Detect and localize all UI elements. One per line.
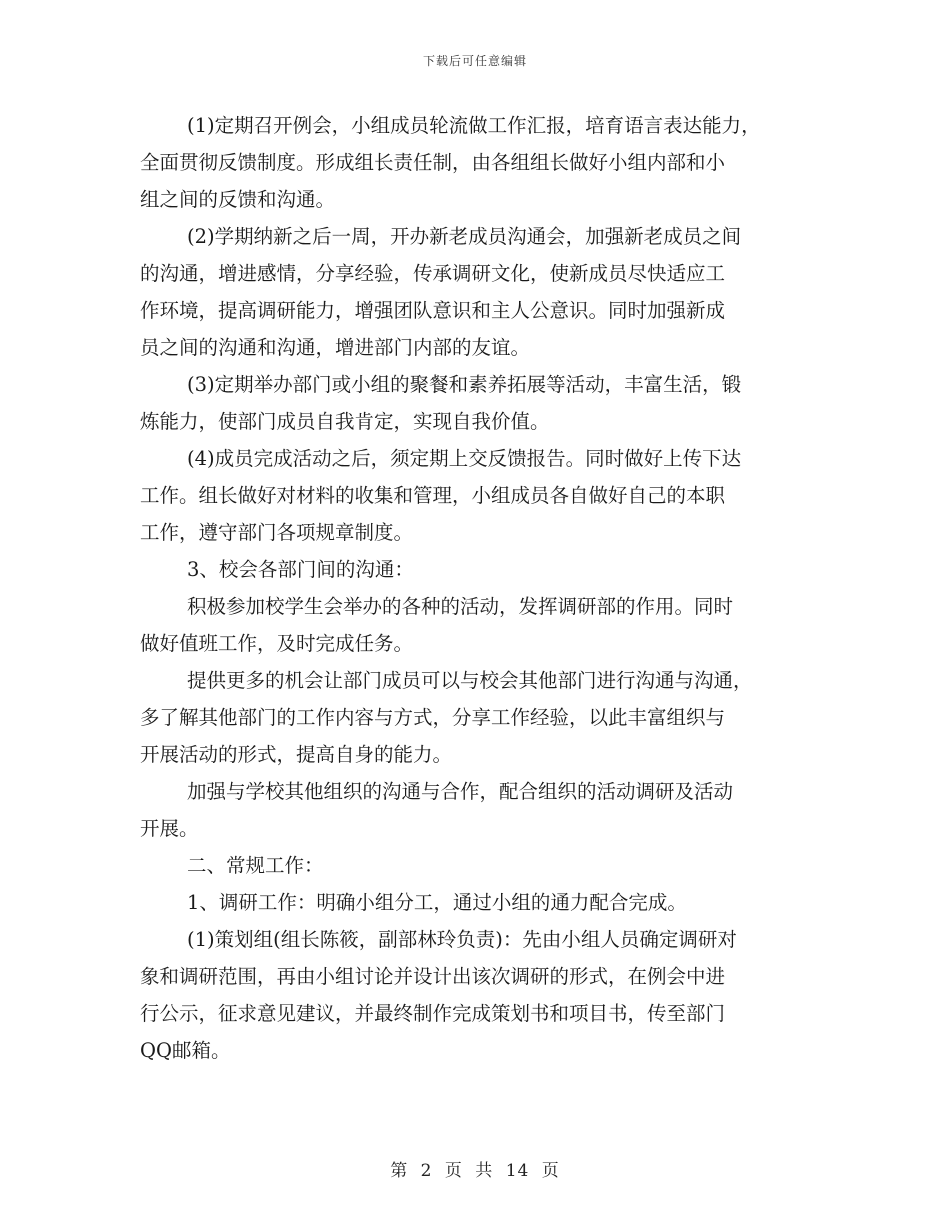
body-line: (3)定期举办部门或小组的聚餐和素养拓展等活动，丰富生活，锻 <box>187 373 742 396</box>
body-line: 提供更多的机会让部门成员可以与校会其他部门进行沟通与沟通， <box>187 669 753 692</box>
body-line: 开展活动的形式，提高自身的能力。 <box>140 743 453 766</box>
body-line: 组之间的反馈和沟通。 <box>140 188 336 211</box>
body-line: (1)策划组(组长陈筱，副部林玲负责)：先由小组人员确定调研对 <box>187 928 737 951</box>
body-line: 工作，遵守部门各项规章制度。 <box>140 521 414 544</box>
page-header: 下载后可任意编辑 <box>422 54 527 68</box>
body-line: 行公示，征求意见建议，并最终制作完成策划书和项目书，传至部门 <box>140 1002 726 1025</box>
body-line: 炼能力，使部门成员自我肯定，实现自我价值。 <box>140 410 550 433</box>
section-heading: 1、调研工作：明确小组分工，通过小组的通力配合完成。 <box>187 891 687 914</box>
body-line: 多了解其他部门的工作内容与方式，分享工作经验，以此丰富组织与 <box>140 706 726 729</box>
body-line: 的沟通，增进感情，分享经验，传承调研文化，使新成员尽快适应工 <box>140 262 726 285</box>
body-line: 积极参加校学生会举办的各种的活动，发挥调研部的作用。同时 <box>187 595 734 618</box>
body-line: 全面贯彻反馈制度。形成组长责任制，由各组组长做好小组内部和小 <box>140 151 726 174</box>
body-line: 员之间的沟通和沟通，增进部门内部的友谊。 <box>140 336 531 359</box>
body-line: 象和调研范围，再由小组讨论并设计出该次调研的形式，在例会中进 <box>140 965 726 988</box>
body-line: (4)成员完成活动之后，须定期上交反馈报告。同时做好上传下达 <box>187 447 742 470</box>
page-number: 第 2 页 共 14 页 <box>390 1161 560 1181</box>
body-line: 做好值班工作，及时完成任务。 <box>140 632 414 655</box>
body-line: 加强与学校其他组织的沟通与合作，配合组织的活动调研及活动 <box>187 780 734 803</box>
body-line: (2)学期纳新之后一周，开办新老成员沟通会，加强新老成员之间 <box>187 225 742 248</box>
section-heading: 二、常规工作： <box>187 854 324 877</box>
body-line: 作环境，提高调研能力，增强团队意识和主人公意识。同时加强新成 <box>140 299 726 322</box>
body-line: 工作。组长做好对材料的收集和管理，小组成员各自做好自己的本职 <box>140 484 726 507</box>
section-heading: 3、校会各部门间的沟通： <box>187 558 414 581</box>
body-line: (1)定期召开例会，小组成员轮流做工作汇报，培育语言表达能力， <box>187 114 761 137</box>
body-line: 开展。 <box>140 817 199 840</box>
body-line: QQ邮箱。 <box>140 1039 231 1062</box>
